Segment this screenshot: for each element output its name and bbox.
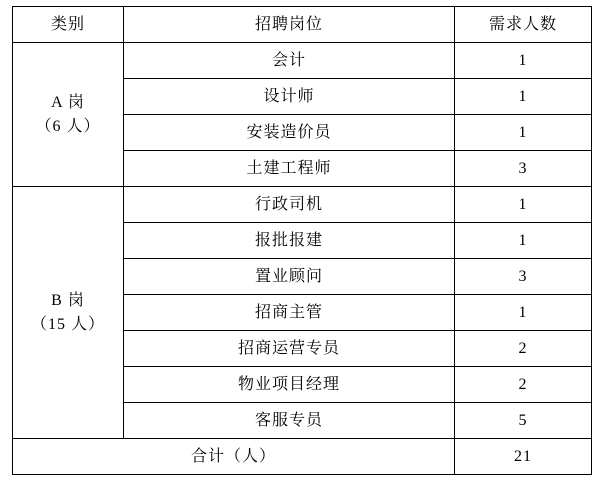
count-cell: 3 (455, 259, 592, 295)
count-cell: 1 (455, 187, 592, 223)
count-cell: 1 (455, 79, 592, 115)
position-cell: 行政司机 (124, 187, 455, 223)
total-count: 21 (455, 439, 592, 475)
column-header-count: 需求人数 (455, 7, 592, 43)
position-cell: 置业顾问 (124, 259, 455, 295)
position-cell: 会计 (124, 43, 455, 79)
position-cell: 招商主管 (124, 295, 455, 331)
column-header-position: 招聘岗位 (124, 7, 455, 43)
position-cell: 土建工程师 (124, 151, 455, 187)
total-label: 合计（人） (13, 439, 455, 475)
group-category-b (13, 187, 124, 439)
position-cell: 安装造价员 (124, 115, 455, 151)
group-category-a (13, 43, 124, 187)
position-cell: 客服专员 (124, 403, 455, 439)
table-header-row (13, 7, 592, 43)
count-cell: 1 (455, 295, 592, 331)
count-cell: 3 (455, 151, 592, 187)
position-cell: 报批报建 (124, 223, 455, 259)
count-cell: 2 (455, 367, 592, 403)
group-category-a-line2: （6 人） (35, 117, 101, 135)
position-cell: 设计师 (124, 79, 455, 115)
group-category-a-line1: A 岗 (51, 93, 85, 111)
table-total-row (13, 439, 592, 475)
column-header-category: 类别 (13, 7, 124, 43)
count-cell: 1 (455, 115, 592, 151)
group-category-b-line2: （15 人） (30, 315, 105, 333)
count-cell: 1 (455, 43, 592, 79)
count-cell: 5 (455, 403, 592, 439)
table-row (13, 43, 592, 79)
group-category-b-line1: B 岗 (51, 291, 85, 309)
count-cell: 1 (455, 223, 592, 259)
recruitment-table (12, 6, 592, 475)
position-cell: 招商运营专员 (124, 331, 455, 367)
table-row (13, 187, 592, 223)
count-cell: 2 (455, 331, 592, 367)
position-cell: 物业项目经理 (124, 367, 455, 403)
